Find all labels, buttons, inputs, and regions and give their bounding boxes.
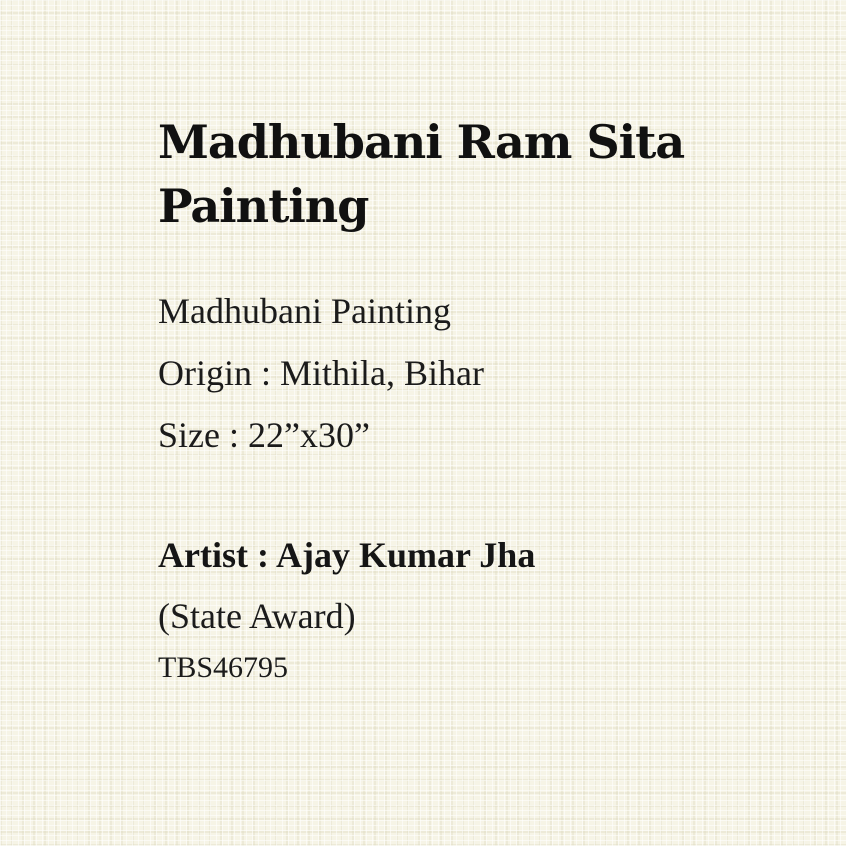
artist-award: (State Award): [158, 596, 356, 636]
product-details: [158, 280, 778, 466]
product-title-line-1: Madhubani Ram Sita: [158, 115, 685, 169]
product-title: [158, 110, 778, 238]
product-category: Madhubani Painting: [158, 291, 451, 331]
product-origin: Origin : Mithila, Bihar: [158, 353, 484, 393]
artist-name: Artist : Ajay Kumar Jha: [158, 535, 536, 575]
product-code: TBS46795: [158, 651, 289, 684]
product-title-line-2: Painting: [158, 179, 369, 233]
product-info-card: [158, 110, 778, 690]
product-size: Size : 22”x30”: [158, 415, 370, 455]
